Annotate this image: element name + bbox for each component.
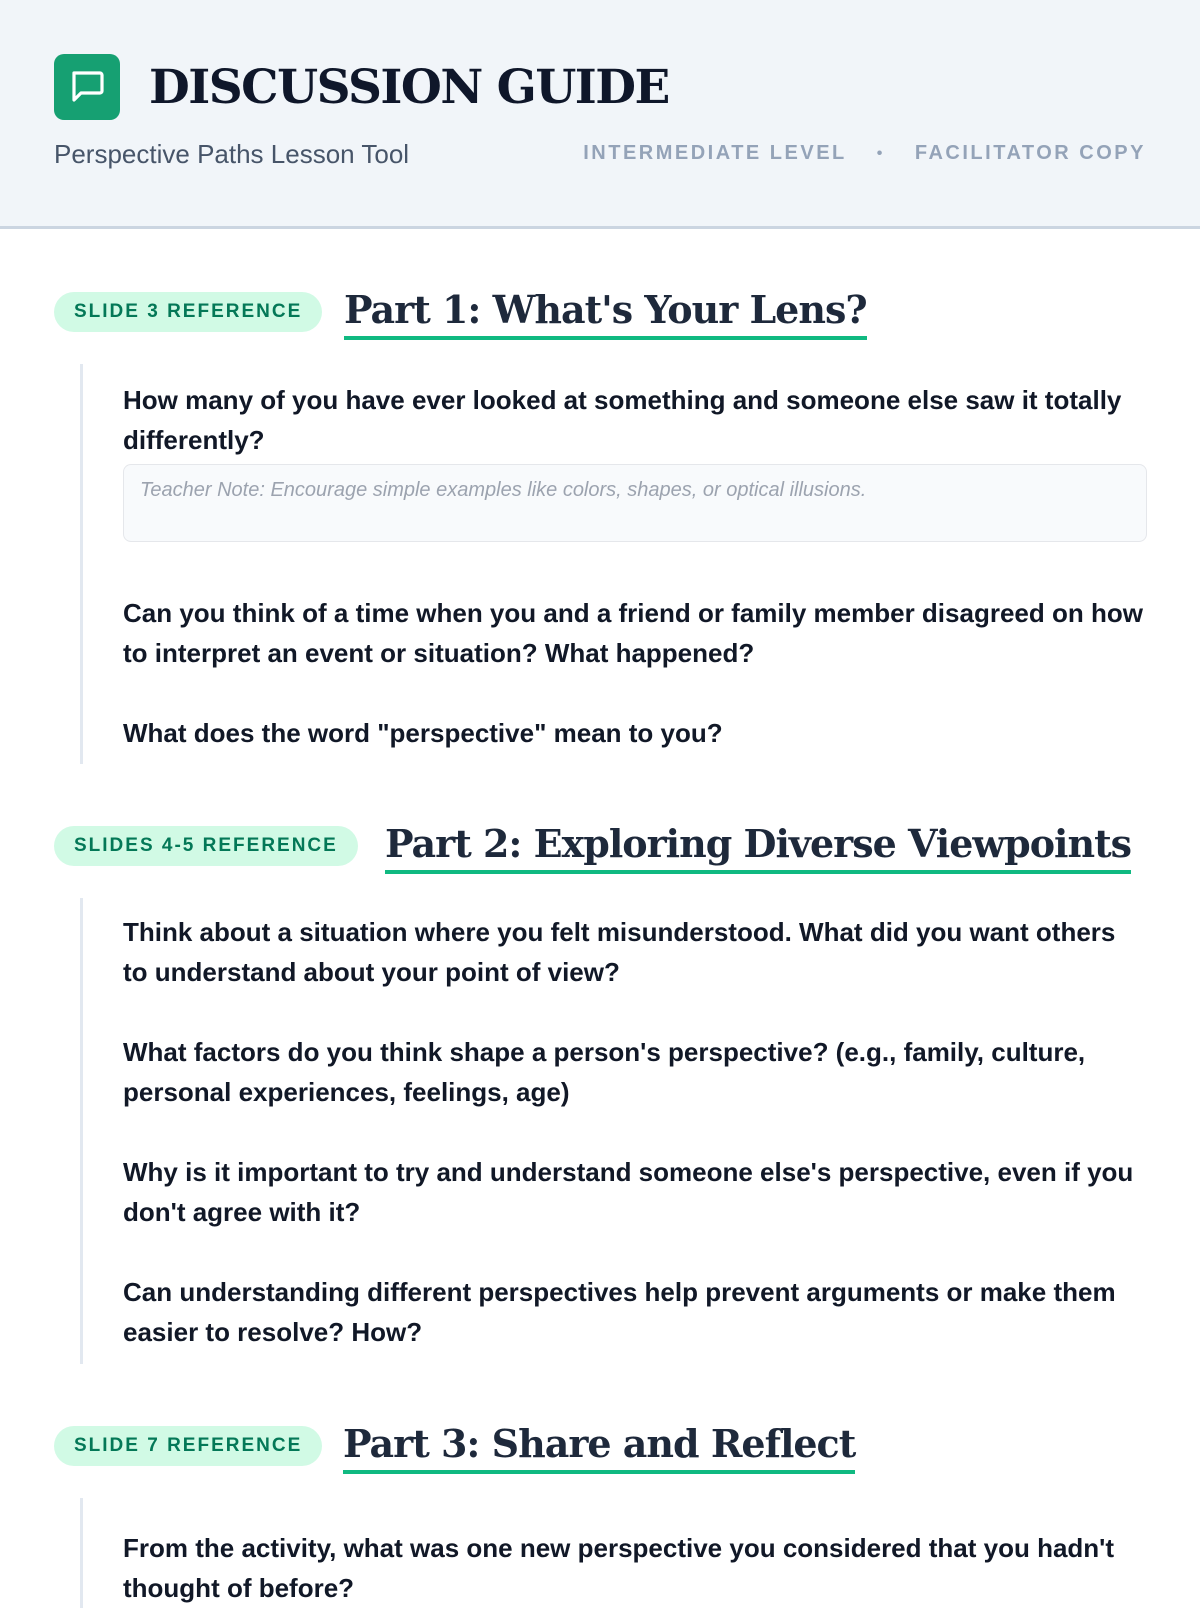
copy-type-label: FACILITATOR COPY: [914, 142, 1146, 164]
section-heading: [54, 1421, 1146, 1486]
section-title: Part 3: Share and Reflect: [343, 1418, 855, 1474]
logo: [54, 54, 120, 120]
question-item: From the activity, what was one new perspective you considered that you hadn't thought of before?: [123, 1533, 1115, 1603]
document-header: [0, 0, 1200, 229]
slide-reference-badge: SLIDE 7 REFERENCE: [54, 1426, 322, 1466]
section-heading: [54, 821, 1146, 886]
question-list: [80, 364, 1146, 764]
question-list: [80, 898, 1146, 1364]
section-part-3: [54, 1421, 1146, 1603]
meta-separator: •: [876, 144, 885, 162]
question-item: Think about a situation where you felt misunderstood. What did you want others to understand about your point of view?: [123, 917, 1116, 987]
section-title: Part 1: What's Your Lens?: [344, 284, 867, 340]
question-item: Can you think of a time when you and a friend or family member disagreed on how to interpret an event or situation? What happened?: [123, 598, 1143, 668]
question-item: How many of you have ever looked at something and someone else saw it totally differently?: [123, 385, 1122, 455]
slide-reference-badge: SLIDES 4-5 REFERENCE: [54, 826, 358, 866]
teacher-note: Teacher Note: Encourage simple examples like colors, shapes, or optical illusions.: [123, 464, 1147, 542]
question-item: Why is it important to try and understand someone else's perspective, even if you don't agree with it?: [123, 1157, 1134, 1227]
meta-info: [583, 142, 1146, 165]
section-part-1: [54, 287, 1146, 748]
chat-bubble-icon: [69, 70, 105, 104]
question-item: What factors do you think shape a person's perspective? (e.g., family, culture, personal experiences, feelings, age): [123, 1037, 1086, 1107]
slide-reference-badge: SLIDE 3 REFERENCE: [54, 292, 322, 332]
question-item: Can understanding different perspectives help prevent arguments or make them easier to resolve? How?: [123, 1277, 1116, 1347]
level-label: INTERMEDIATE LEVEL: [583, 142, 847, 164]
page-title: DISCUSSION GUIDE: [149, 60, 669, 115]
page-subtitle: Perspective Paths Lesson Tool: [54, 139, 410, 169]
section-part-2: [54, 821, 1146, 1347]
question-list: [80, 1498, 1146, 1608]
question-item: What does the word "perspective" mean to you?: [123, 718, 723, 748]
section-title: Part 2: Exploring Diverse Viewpoints: [385, 818, 1131, 874]
section-heading: [54, 287, 1146, 352]
